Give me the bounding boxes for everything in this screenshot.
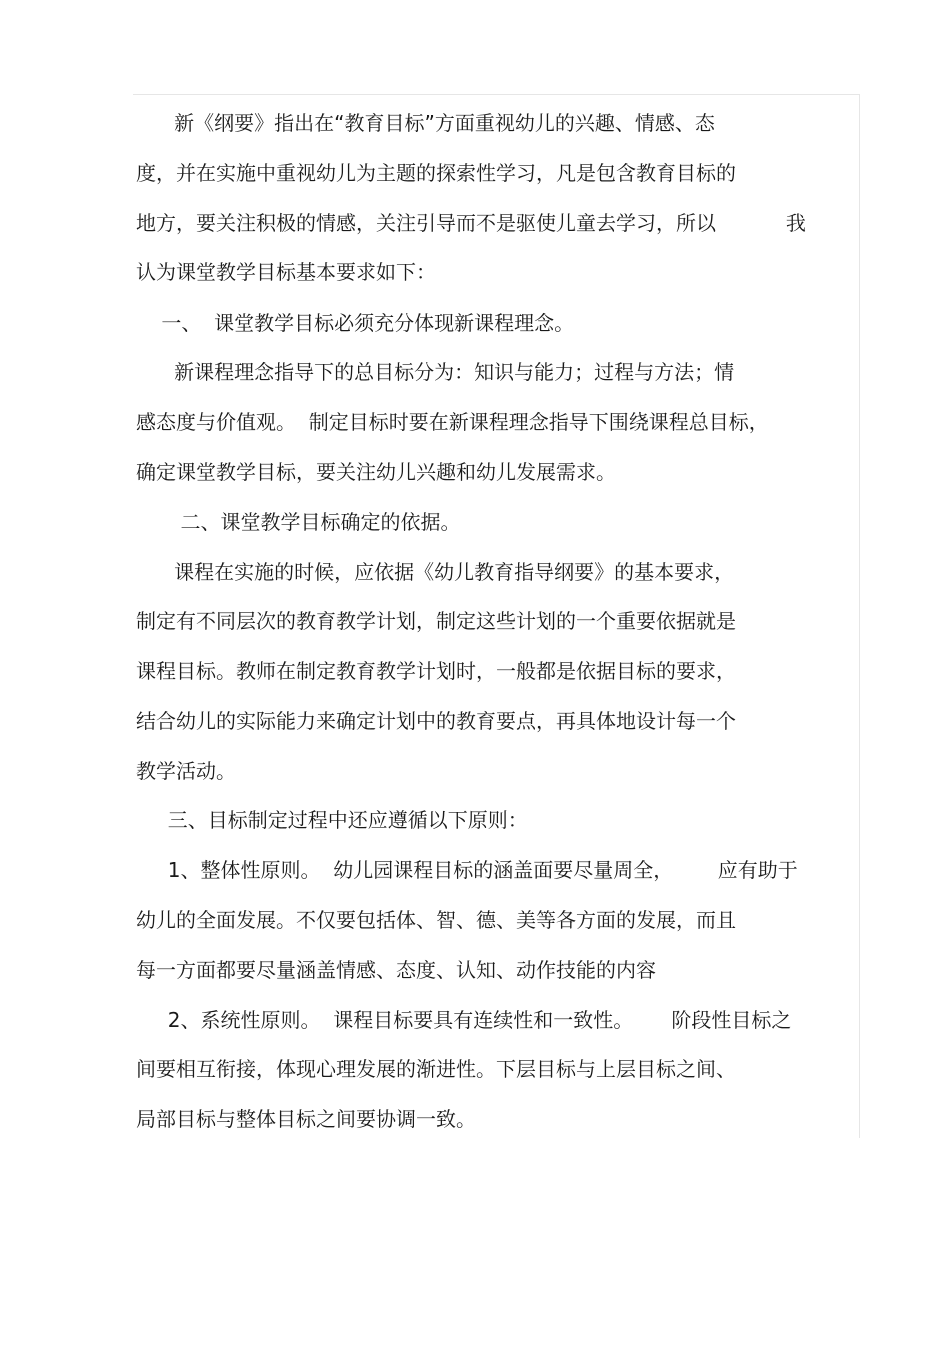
paragraph-line: 新课程理念指导下的总目标分为：知识与能力；过程与方法；情 [136,360,735,384]
section-heading: 一、 课堂教学目标必须充分体现新课程理念。 [136,311,575,335]
paragraph-line: 结合幼儿的实际能力来确定计划中的教育要点，再具体地设计每一个 [136,709,736,733]
paragraph-line: 课程在实施的时候，应依据《幼儿教育指导纲要》的基本要求， [136,560,735,584]
paragraph-line: 课程目标。教师在制定教育教学计划时，一般都是依据目标的要求， [136,659,736,683]
paragraph-line: 新《纲要》指出在“教育目标”方面重视幼儿的兴趣、情感、态 [136,111,715,135]
paragraph-line: 间要相互衔接，体现心理发展的渐进性。下层目标与上层目标之间、 [136,1057,736,1081]
paragraph-line: 感态度与价值观。 制定目标时要在新课程理念指导下围绕课程总目标， [136,410,769,434]
section-heading: 三、目标制定过程中还应遵循以下原则： [136,808,528,832]
section-heading: 二、课堂教学目标确定的依据。 [136,510,461,534]
paragraph-line: 2、系统性原则。 课程目标要具有连续性和一致性。 阶段性目标之 [136,1008,792,1032]
paragraph-line: 1、整体性原则。 幼儿园课程目标的涵盖面要尽量周全， 应有助于 [136,858,798,882]
paragraph-line: 幼儿的全面发展。不仅要包括体、智、德、美等各方面的发展，而且 [136,908,736,932]
paragraph-line: 每一方面都要尽量涵盖情感、态度、认知、动作技能的内容 [136,958,656,982]
paragraph-line: 地方，要关注积极的情感，关注引导而不是驱使儿童去学习，所以 我 [136,211,806,235]
paragraph-line: 认为课堂教学目标基本要求如下： [136,260,436,284]
paragraph-line: 教学活动。 [136,759,236,783]
paragraph-line: 度，并在实施中重视幼儿为主题的探索性学习，凡是包含教育目标的 [136,161,736,185]
paragraph-line: 局部目标与整体目标之间要协调一致。 [136,1107,476,1131]
paragraph-line: 制定有不同层次的教育教学计划，制定这些计划的一个重要依据就是 [136,609,736,633]
paragraph-line: 确定课堂教学目标，要关注幼儿兴趣和幼儿发展需求。 [136,460,616,484]
